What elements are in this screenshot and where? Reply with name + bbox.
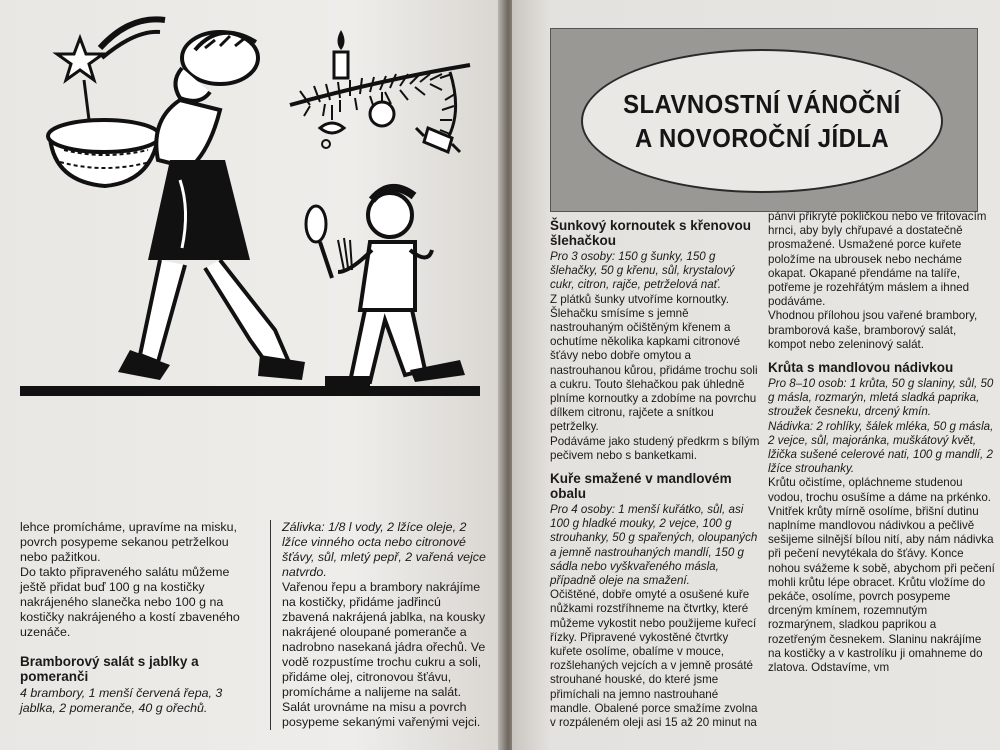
- recipe-method: Očištěné, dobře omyté a osušené kuře nůžkami rozstříhneme na čtvrtky, které můžeme vykostit nebo použijeme kuřecí řízky. Připravené vykostěné čtvrtky kuřete osolíme, obalíme v mouce, rozšlehaných vejcích a v jemně prosáté strouhané houské, do které jsme přimíchali na jemno nastrouhané mandle. Obalené porce smažíme zvolna v rozpáleném oleji asi 15 až 20 minut na: [550, 588, 758, 730]
- right-column-1: [550, 218, 760, 730]
- page-title-line-1: SLAVNOSTNÍ VÁNOČNÍ: [623, 89, 901, 119]
- recipe-ingredients: 4 brambory, 1 menší červená řepa, 3 jablka, 2 pomeranče, 40 g ořechů.: [20, 686, 223, 715]
- column-divider: [270, 520, 271, 730]
- recipe-method: Krůtu očistíme, opláchneme studenou vodou, trochu osušíme a dáme na prkénko. Vnitřek krůty mírně osolíme, břišní dutinu naplníme mandlovou nádivkou a pečlivě sešijeme silnější bílou nití, aby nám nádivka při pečení nevytékala do šťávy. Konce nohou svážeme k sobě, abychom při pečení mohli krůtu lépe obracet. Krůtu vložíme do pekáče, osolíme, povrch posypeme drceným kmínem, rozemnutým rozmarýnem, sladkou paprikou a rozetřeným česnekem. Slaninu nakrájíme na kostičky a v kastrolíku ji omahneme do zlatova. Odstavíme, vm: [768, 476, 995, 675]
- side-dish-note: Vhodnou přílohou jsou vařené brambory, bramborová kaše, bramborový salát, kompot nebo zeleninový salát.: [768, 309, 978, 351]
- recipe-method: Vařenou řepu a brambory nakrájíme na kostičky, přidáme jadřincú zbavená nakrájená jablka, na kousky nakrájené oloupané pomeranče a nadrobno nasekaná jádra ořechů. Ve vodě rozpustíme trochu cukru a soli, přidáme olej, citronovou šťávu, promícháme a nalijeme na salát. Salát urovnáme na misu a povrch posypeme sekanými vařenými vejci.: [282, 580, 486, 729]
- right-page: [512, 0, 1000, 750]
- recipe-method: Z plátků šunky utvoříme kornoutky. Šlehačku smísíme s jemně nastrouhaným očištěným křenem a ochutíme několika kapkami citronové šťávy nebo dobře omytou a nastrouhanou kůrou, přidáme trochu soli a cukru. Touto šlehačkou pak úhledně plníme kornoutky a zdobíme na povrchu dílkem citronu, rajčete a snítkou petrželky.: [550, 292, 758, 434]
- recipe-ingredients: Pro 4 osoby: 1 menší kuřátko, sůl, asi 100 g hladké mouky, 2 vejce, 100 g strouhanky, 50 g spařených, oloupaných a jemně nastrouhaných mandlí, 150 g sádla nebo vyškvařeného másla, případně oleje na smažení.: [550, 503, 758, 588]
- dressing-ingredients: Zálivka: 1/8 l vody, 2 lžíce oleje, 2 lžíce vinného octa nebo citronové šťávy, sůl, mletý pepř, 2 vařená vejce natvrdo.: [282, 520, 486, 579]
- recipe-title: Šunkový kornoutek s křenovou šlehačkou: [550, 218, 752, 248]
- left-column-2: [282, 520, 490, 730]
- stuffing-ingredients: Nádivka: 2 rohlíky, šálek mléka, 50 g másla, 2 vejce, sůl, majoránka, muškátový květ, lžička sušené celerové nati, 100 g mandlí, 2 lžíce strouhanky.: [768, 419, 994, 476]
- recipe-serving: Podáváme jako studený předkrm s bílým pečivem nebo s banketkami.: [550, 434, 760, 462]
- recipe-title: Bramborový salát s jablky a pomeranči: [20, 654, 199, 684]
- paragraph: Do takto připraveného salátu můžeme ještě přidat buď 100 g na kostičky nakrájeného slanečka nebo 100 g na kostičky nakrájeného a kostí zbaveného uzenáče.: [20, 565, 240, 639]
- recipe-ingredients: Pro 8–10 osob: 1 krůta, 50 g slaniny, sůl, 50 g másla, rozmarýn, mletá sladká paprika, stroužek česneku, drcený kmín.: [768, 377, 994, 419]
- recipe-continuation: pánvi přikryté pokličkou nebo ve fritovacím hrnci, aby byly chřupavé a dostatečně prosmažené. Usmažené porce kuřete položíme na ubrousek nebo necháme okapat. Okapané přendáme na talíře, potřeme je rozehřátým máslem a ihned podáváme.: [768, 210, 987, 309]
- recipe-title: Kuře smažené v mandlovém obalu: [550, 471, 732, 502]
- page-title-line-2: A NOVOROČNÍ JÍDLA: [634, 123, 890, 153]
- right-column-2: [768, 210, 996, 675]
- title-box: [550, 28, 978, 212]
- left-column-1: [20, 520, 258, 716]
- recipe-ingredients: Pro 3 osoby: 150 g šunky, 150 g šlehačky, 50 g křenu, sůl, krystalový cukr, citron, rajče, petrželová nať.: [550, 250, 735, 292]
- recipe-title: Krůta s mandlovou nádivkou: [768, 360, 954, 376]
- christmas-illustration: [20, 10, 490, 405]
- title-ellipse: [581, 49, 943, 193]
- paragraph: lehce promícháme, upravíme na misku, povrch posypeme sekanou petrželkou nebo pažitkou.: [20, 520, 237, 564]
